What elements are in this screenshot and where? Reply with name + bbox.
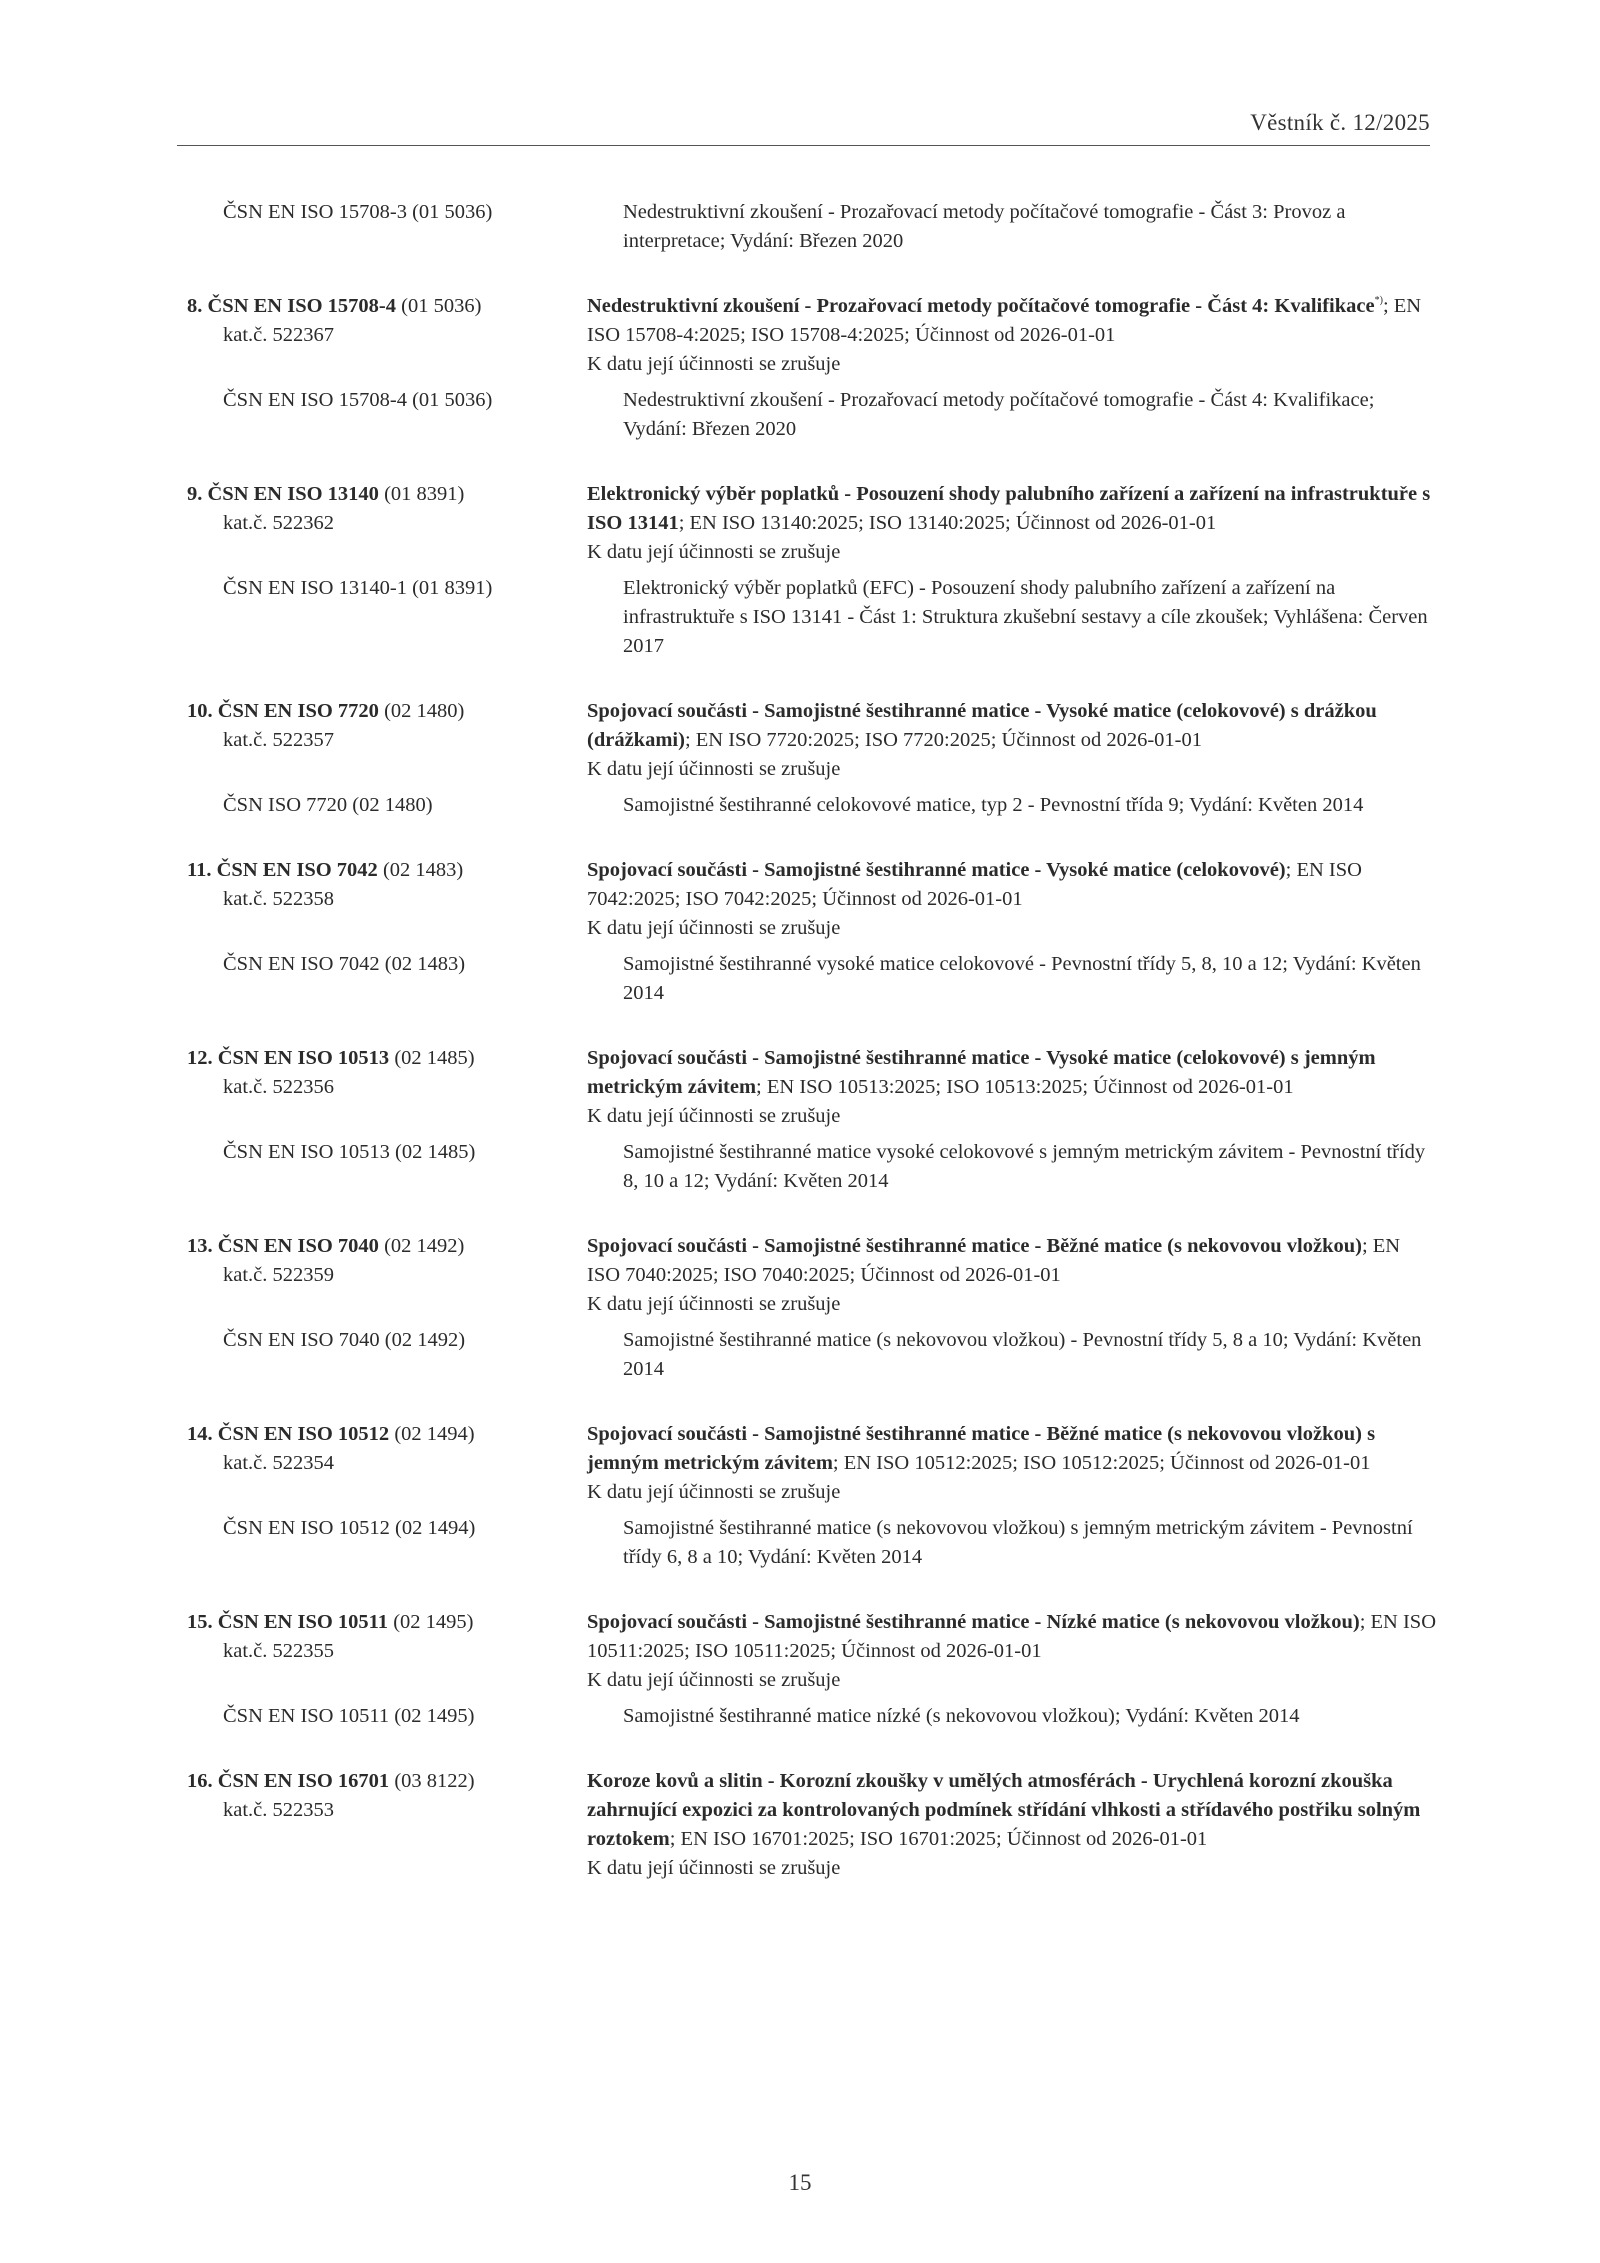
replaced-standard-desc: Elektronický výběr poplatků (EFC) - Posouzení shody palubního zařízení a zařízení na infrastruktuře s ISO 13141 - Část 1: Struktura zkušební sestavy a cíle zkoušek; Vyhlášena: Červen 2017 bbox=[623, 577, 1428, 657]
classification-code: (02 1483) bbox=[382, 859, 464, 881]
standard-description bbox=[587, 697, 1437, 784]
standard-entry-13 bbox=[187, 1232, 1437, 1384]
replaced-standard-row bbox=[187, 950, 1437, 1008]
entry-number: 14. bbox=[187, 1423, 213, 1445]
classification-code: (01 5036) bbox=[401, 295, 482, 317]
catalog-number: kat.č. 522367 bbox=[223, 324, 335, 346]
replaced-standard-ref: ČSN EN ISO 15708-3 (01 5036) bbox=[223, 201, 493, 223]
standards-list bbox=[187, 198, 1437, 1919]
standard-code: ČSN EN ISO 16701 bbox=[217, 1770, 390, 1792]
replaced-standard-desc: Samojistné šestihranné vysoké matice celokovové - Pevnostní třídy 5, 8, 10 a 12; Vydání: Květen 2014 bbox=[623, 953, 1421, 1004]
standard-id bbox=[187, 480, 587, 567]
standard-title: Spojovací součásti - Samojistné šestihranné matice - Nízké matice (s nekovovou vložkou) bbox=[587, 1611, 1360, 1633]
new-standard-row bbox=[187, 480, 1437, 567]
new-standard-row bbox=[187, 1420, 1437, 1507]
new-standard-row bbox=[187, 1608, 1437, 1695]
replaced-standard-row bbox=[187, 791, 1437, 820]
standard-title: Spojovací součásti - Samojistné šestihranné matice - Vysoké matice (celokovové) s drážkou (drážkami) bbox=[587, 700, 1377, 751]
replaced-standard-ref: ČSN EN ISO 10511 (02 1495) bbox=[223, 1705, 475, 1727]
standard-entry-14 bbox=[187, 1420, 1437, 1572]
standard-code: ČSN EN ISO 10511 bbox=[217, 1611, 389, 1633]
classification-code: (02 1492) bbox=[384, 1235, 465, 1257]
replaced-standard-ref: ČSN EN ISO 10512 (02 1494) bbox=[223, 1517, 476, 1539]
catalog-number: kat.č. 522357 bbox=[223, 729, 335, 751]
standard-id bbox=[187, 1767, 587, 1883]
replaced-standard-desc: Samojistné šestihranné celokovové matice, typ 2 - Pevnostní třída 9; Vydání: Květen 2014 bbox=[623, 794, 1364, 816]
standard-description bbox=[587, 1044, 1437, 1131]
journal-header-title: Věstník č. 12/2025 bbox=[1250, 110, 1430, 135]
standard-title: Spojovací součásti - Samojistné šestihranné matice - Běžné matice (s nekovovou vložkou) bbox=[587, 1235, 1362, 1257]
replaced-standard-row bbox=[187, 1702, 1437, 1731]
replaced-standard-row bbox=[187, 1326, 1437, 1384]
replaced-standard-row bbox=[187, 198, 1437, 256]
entry-number: 16. bbox=[187, 1770, 213, 1792]
classification-code: (02 1485) bbox=[394, 1047, 475, 1069]
page-number: 15 bbox=[788, 2170, 812, 2195]
new-standard-row bbox=[187, 697, 1437, 784]
replaced-standard-ref: ČSN EN ISO 7040 (02 1492) bbox=[223, 1329, 466, 1351]
footnote-mark: *) bbox=[1374, 295, 1383, 306]
replaced-standard-ref: ČSN EN ISO 13140-1 (01 8391) bbox=[223, 577, 493, 599]
replaced-standard-ref: ČSN EN ISO 15708-4 (01 5036) bbox=[223, 389, 493, 411]
standard-title: Spojovací součásti - Samojistné šestihranné matice - Vysoké matice (celokovové) s jemným metrickým závitem bbox=[587, 1047, 1376, 1098]
replaced-standard-desc: Samojistné šestihranné matice vysoké celokovové s jemným metrickým závitem - Pevnostní třídy 8, 10 a 12; Vydání: Květen 2014 bbox=[623, 1141, 1426, 1192]
replaced-standard-row bbox=[187, 386, 1437, 444]
standard-title-rest: ; EN ISO 7042:2025; ISO 7042:2025; Účinnost od 2026-01-01 bbox=[587, 859, 1362, 910]
standard-entry-12 bbox=[187, 1044, 1437, 1196]
replaced-standard-desc: Samojistné šestihranné matice nízké (s nekovovou vložkou); Vydání: Květen 2014 bbox=[623, 1705, 1300, 1727]
standard-id bbox=[187, 1044, 587, 1131]
standard-code: ČSN EN ISO 7042 bbox=[216, 859, 378, 881]
standard-title-rest: ; EN ISO 10511:2025; ISO 10511:2025; Účinnost od 2026-01-01 bbox=[587, 1611, 1436, 1662]
standard-title-rest: ; EN ISO 10513:2025; ISO 10513:2025; Účinnost od 2026-01-01 bbox=[756, 1076, 1294, 1098]
standard-id bbox=[187, 1608, 587, 1695]
new-standard-row bbox=[187, 292, 1437, 379]
standard-title-rest: ; EN ISO 13140:2025; ISO 13140:2025; Účinnost od 2026-01-01 bbox=[678, 512, 1217, 534]
catalog-number: kat.č. 522354 bbox=[223, 1452, 335, 1474]
classification-code: (02 1480) bbox=[384, 700, 465, 722]
standard-id bbox=[187, 1232, 587, 1319]
standard-title: Spojovací součásti - Samojistné šestihranné matice - Vysoké matice (celokovové) bbox=[587, 859, 1286, 881]
cancellation-note: K datu její účinnosti se zrušuje bbox=[587, 1857, 841, 1879]
entry-number: 13. bbox=[187, 1235, 213, 1257]
cancellation-note: K datu její účinnosti se zrušuje bbox=[587, 758, 841, 780]
standard-code: ČSN EN ISO 10513 bbox=[217, 1047, 390, 1069]
standard-code: ČSN EN ISO 15708-4 bbox=[207, 295, 397, 317]
cancellation-note: K datu její účinnosti se zrušuje bbox=[587, 541, 841, 563]
new-standard-row bbox=[187, 1232, 1437, 1319]
classification-code: (02 1494) bbox=[394, 1423, 475, 1445]
new-standard-row bbox=[187, 1767, 1437, 1883]
standard-title: Spojovací součásti - Samojistné šestihranné matice - Běžné matice (s nekovovou vložkou) s jemným metrickým závitem bbox=[587, 1423, 1376, 1474]
classification-code: (03 8122) bbox=[394, 1770, 475, 1792]
standard-title-rest: ; EN ISO 7040:2025; ISO 7040:2025; Účinnost od 2026-01-01 bbox=[587, 1235, 1401, 1286]
standard-title-rest: ; EN ISO 10512:2025; ISO 10512:2025; Účinnost od 2026-01-01 bbox=[832, 1452, 1371, 1474]
replaced-standard-desc: Nedestruktivní zkoušení - Prozařovací metody počítačové tomografie - Část 3: Provoz a interpretace; Vydání: Březen 2020 bbox=[623, 201, 1346, 252]
replaced-standard-ref: ČSN EN ISO 10513 (02 1485) bbox=[223, 1141, 476, 1163]
entry-number: 15. bbox=[187, 1611, 213, 1633]
entry-number: 8. bbox=[187, 295, 203, 317]
standard-description bbox=[587, 1608, 1437, 1695]
standard-entry-15 bbox=[187, 1608, 1437, 1731]
standard-description bbox=[587, 480, 1437, 567]
cancellation-note: K datu její účinnosti se zrušuje bbox=[587, 1105, 841, 1127]
replaced-standard-row bbox=[187, 1138, 1437, 1196]
standard-entry-11 bbox=[187, 856, 1437, 1008]
standard-description bbox=[587, 1420, 1437, 1507]
catalog-number: kat.č. 522359 bbox=[223, 1264, 335, 1286]
classification-code: (01 8391) bbox=[384, 483, 465, 505]
standard-id bbox=[187, 697, 587, 784]
cancellation-note: K datu její účinnosti se zrušuje bbox=[587, 353, 841, 375]
entry-number: 10. bbox=[187, 700, 213, 722]
standard-id bbox=[187, 856, 587, 943]
cancellation-note: K datu její účinnosti se zrušuje bbox=[587, 917, 841, 939]
cancellation-note: K datu její účinnosti se zrušuje bbox=[587, 1293, 841, 1315]
catalog-number: kat.č. 522358 bbox=[223, 888, 335, 910]
standard-title: Elektronický výběr poplatků - Posouzení shody palubního zařízení a zařízení na infrastruktuře s ISO 13141 bbox=[587, 483, 1431, 534]
standard-title-rest: ; EN ISO 16701:2025; ISO 16701:2025; Účinnost od 2026-01-01 bbox=[669, 1828, 1208, 1850]
standard-entry-9 bbox=[187, 480, 1437, 661]
standard-description bbox=[587, 1232, 1437, 1319]
replaced-standard-ref: ČSN EN ISO 7042 (02 1483) bbox=[223, 953, 466, 975]
standard-entry-16 bbox=[187, 1767, 1437, 1883]
standard-entry-continued bbox=[187, 198, 1437, 256]
replaced-standard-row bbox=[187, 1514, 1437, 1572]
standard-title-rest: ; EN ISO 7720:2025; ISO 7720:2025; Účinnost od 2026-01-01 bbox=[684, 729, 1202, 751]
standard-title: Koroze kovů a slitin - Korozní zkoušky v umělých atmosférách - Urychlená korozní zkouška zahrnující expozici za kontrolovaných podmínek střídání vlhkosti a střídavého postřiku solným roztokem bbox=[587, 1770, 1421, 1850]
catalog-number: kat.č. 522356 bbox=[223, 1076, 335, 1098]
catalog-number: kat.č. 522353 bbox=[223, 1799, 335, 1821]
catalog-number: kat.č. 522355 bbox=[223, 1640, 335, 1662]
entry-number: 11. bbox=[187, 859, 212, 881]
replaced-standard-row bbox=[187, 574, 1437, 661]
standard-title-rest: ; EN ISO 15708-4:2025; ISO 15708-4:2025; Účinnost od 2026-01-01 bbox=[587, 295, 1422, 346]
standard-description bbox=[587, 1767, 1437, 1883]
header-rule bbox=[177, 145, 1430, 146]
standard-code: ČSN EN ISO 10512 bbox=[217, 1423, 390, 1445]
new-standard-row bbox=[187, 856, 1437, 943]
replaced-standard-desc: Samojistné šestihranné matice (s nekovovou vložkou) s jemným metrickým závitem - Pevnostní třídy 6, 8 a 10; Vydání: Květen 2014 bbox=[623, 1517, 1413, 1568]
standard-code: ČSN EN ISO 13140 bbox=[207, 483, 379, 505]
entry-number: 9. bbox=[187, 483, 203, 505]
standard-title: Nedestruktivní zkoušení - Prozařovací metody počítačové tomografie - Část 4: Kvalifikace bbox=[587, 295, 1375, 317]
standard-id bbox=[187, 1420, 587, 1507]
cancellation-note: K datu její účinnosti se zrušuje bbox=[587, 1481, 841, 1503]
replaced-standard-desc: Samojistné šestihranné matice (s nekovovou vložkou) - Pevnostní třídy 5, 8 a 10; Vydání: Květen 2014 bbox=[623, 1329, 1422, 1380]
new-standard-row bbox=[187, 1044, 1437, 1131]
catalog-number: kat.č. 522362 bbox=[223, 512, 335, 534]
replaced-standard-ref: ČSN ISO 7720 (02 1480) bbox=[223, 794, 433, 816]
standard-code: ČSN EN ISO 7720 bbox=[217, 700, 379, 722]
classification-code: (02 1495) bbox=[393, 1611, 474, 1633]
standard-id bbox=[187, 292, 587, 379]
cancellation-note: K datu její účinnosti se zrušuje bbox=[587, 1669, 841, 1691]
standard-description bbox=[587, 856, 1437, 943]
standard-entry-10 bbox=[187, 697, 1437, 820]
entry-number: 12. bbox=[187, 1047, 213, 1069]
standard-code: ČSN EN ISO 7040 bbox=[217, 1235, 379, 1257]
standard-description bbox=[587, 292, 1437, 379]
standard-entry-8 bbox=[187, 292, 1437, 444]
replaced-standard-desc: Nedestruktivní zkoušení - Prozařovací metody počítačové tomografie - Část 4: Kvalifikace; Vydání: Březen 2020 bbox=[623, 389, 1375, 440]
